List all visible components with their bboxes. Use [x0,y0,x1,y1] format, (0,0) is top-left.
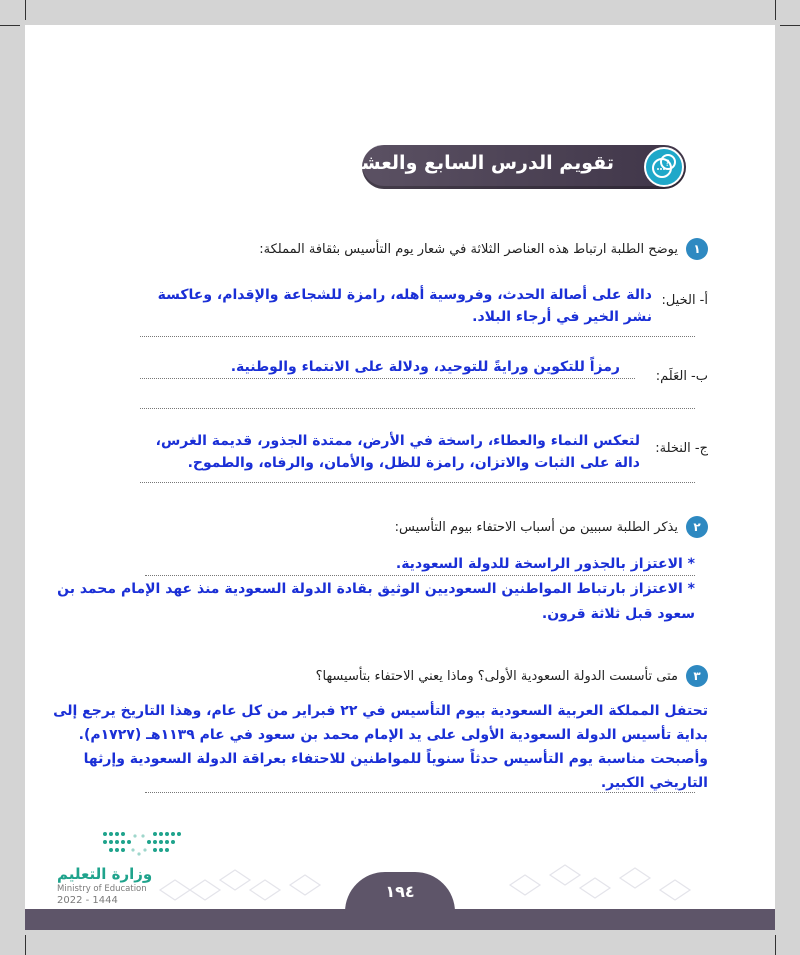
page-number: ١٩٤ [385,882,415,901]
crop-mark [775,935,776,955]
question-number: ٢ [686,516,708,538]
question-text: متى تأسست الدولة السعودية الأولى؟ وماذا يعني الاحتفاء بتأسيسها؟ [315,668,678,684]
answer-b: رمزاً للتكوين ورايةً للتوحيد، ودلالة على الانتماء والوطنية. [230,359,620,375]
answer-line [140,408,695,409]
footer-bar [25,909,775,930]
page-title: تقويم الدرس السابع والعشرين [325,152,614,174]
answer-3-line-2: بداية تأسيس الدولة السعودية الأولى على يد الإمام محمد بن سعود في عام ١١٣٩هـ (١٧٢٧م). [78,727,708,743]
ministry-name-english: Ministry of Education [57,884,147,894]
question-bubble-icon [644,147,684,187]
svg-text:?: ? [665,159,670,169]
question-text: يذكر الطلبة سببين من أسباب الاحتفاء بيوم التأسيس: [394,519,678,535]
answer-3-line-4: التاريخي الكبير. [600,775,708,791]
item-label-b: ب- العَلَم: [655,369,708,384]
lesson-title-banner [325,145,686,189]
answer-line [145,792,695,793]
crop-mark [0,25,20,26]
question-3 [316,665,708,687]
answer-2-line-3: سعود قبل ثلاثة قرون. [541,606,695,622]
question-number: ١ [686,238,708,260]
answer-3-line-1: تحتفل المملكة العربية السعودية بيوم التأسيس في ٢٢ فبراير من كل عام، وهذا التاريخ يرجع إلى [53,703,708,719]
crop-mark [775,0,776,20]
answer-a-line-2: نشر الخير في أرجاء البلاد. [472,309,652,325]
answer-c-line-2: دالة على الثبات والاتزان، رامزة للظل، والأمان، والرفاه، والطموح. [187,455,640,471]
answer-line [140,482,695,483]
item-label-a: أ- الخيل: [661,293,708,308]
ministry-name-arabic: وزارة التعليم [57,865,153,883]
answer-2-line-2: * الاعتزاز بارتباط المواطنين السعوديين الوثيق بقادة الدولة السعودية منذ عهد الإمام محمد بن [57,581,695,597]
answer-line [145,575,695,576]
answer-a-line-1: دالة على أصالة الحدث، وفروسية أهله، رامزة للشجاعة والإقدام، وعاكسة [157,287,652,303]
answer-3-line-3: وأصبحت مناسبة يوم التأسيس حدثاً سنوياً للمواطنين للاحتفاء بعراقة الدولة السعودية وإرثها [83,751,708,767]
crop-mark [25,0,26,20]
question-number: ٣ [686,665,708,687]
answer-line [140,336,695,337]
edition-year: 2022 - 1444 [57,895,118,906]
ministry-logo-icon [95,828,190,862]
answer-2-line-1: * الاعتزاز بالجذور الراسخة للدولة السعودية. [395,556,695,572]
answer-line [140,378,635,379]
answer-c-line-1: لتعكس النماء والعطاء، راسخة في الأرض، ممتدة الجذور، قديمة الغرس، [155,433,640,449]
question-1 [259,238,708,260]
question-2 [395,516,708,538]
crop-mark [25,935,26,955]
crop-mark [780,25,800,26]
item-label-c: ج- النخلة: [655,441,708,456]
question-text: يوضح الطلبة ارتباط هذه العناصر الثلاثة في شعار يوم التأسيس بثقافة المملكة: [259,241,678,257]
